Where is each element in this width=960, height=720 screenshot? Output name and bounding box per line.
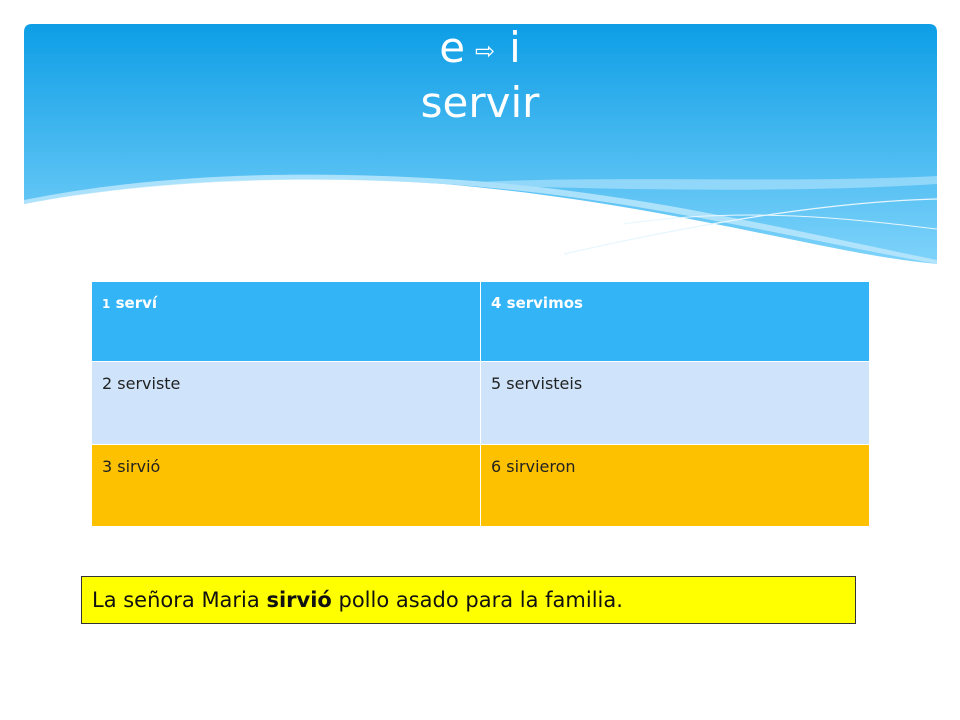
table-row <box>92 444 870 526</box>
conjugation-form: serví <box>115 294 158 312</box>
table-cell <box>92 282 481 362</box>
slide-title <box>0 22 960 129</box>
table-row <box>92 362 870 444</box>
right-arrow-icon: ⇨ <box>475 36 496 65</box>
example-sentence <box>81 576 856 624</box>
table-row <box>92 282 870 362</box>
sentence-end: pollo asado para la familia. <box>331 588 623 612</box>
person-number: 1 <box>102 297 111 311</box>
title-to-letter: i <box>509 23 521 72</box>
table-cell: 6 sirvieron <box>481 444 870 526</box>
table-cell: 3 sirvió <box>92 444 481 526</box>
table-cell: 2 serviste <box>92 362 481 444</box>
title-verb: servir <box>420 77 540 127</box>
table-cell: 5 servisteis <box>481 362 870 444</box>
conjugation-table <box>91 281 870 527</box>
sentence-verb: sirvió <box>266 588 332 612</box>
sentence-start: La señora Maria <box>92 588 267 612</box>
table-cell: 4 servimos <box>481 282 870 362</box>
title-from-letter: e <box>439 23 466 72</box>
